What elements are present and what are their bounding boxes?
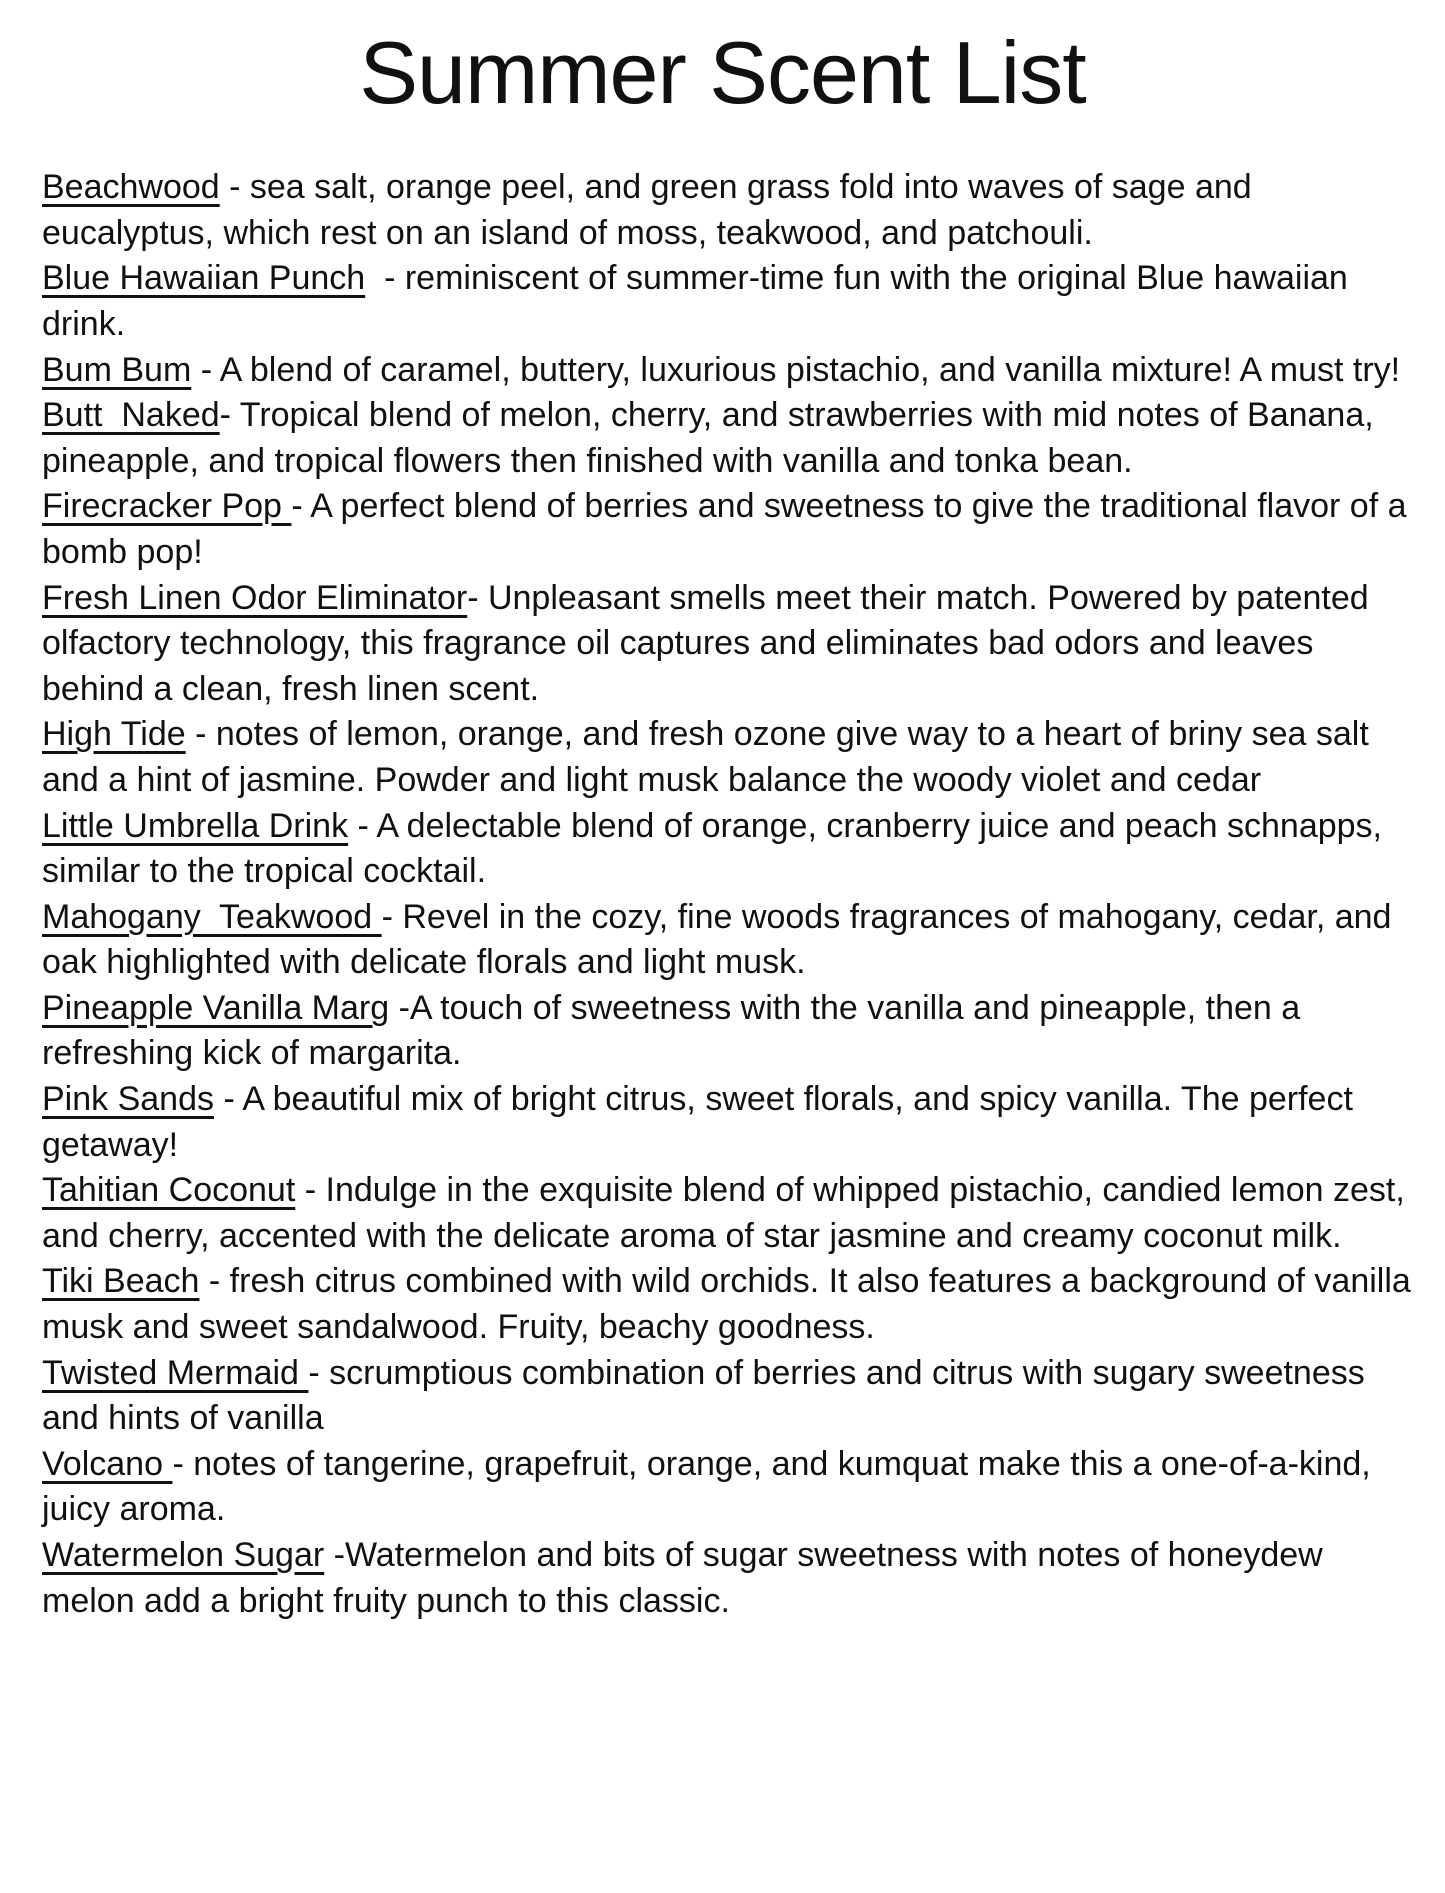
scent-description: - reminiscent of summer-time fun with the original Blue hawaiian drink. [42,259,1358,343]
scent-description: - Tropical blend of melon, cherry, and strawberries with mid notes of Banana, pineapple, and tropical flowers then finished with vanilla and tonka bean. [42,396,1384,480]
scent-name: Pineapple Vanilla Marg [42,988,390,1027]
scent-description: - sea salt, orange peel, and green grass fold into waves of sage and eucalyptus, which rest on an island of moss, teakwood, and patchouli. [42,168,1262,252]
scent-name: Blue Hawaiian Punch [42,259,366,298]
scent-description: -A touch of sweetness with the vanilla and pineapple, then a refreshing kick of margarita. [42,988,1310,1073]
scent-name: Tiki Beach [42,1262,200,1301]
scent-name: High Tide [42,715,186,754]
scent-name: Volcano [42,1444,173,1483]
scent-entry [42,484,1414,575]
scent-entry [42,1533,1414,1624]
scent-name: Beachwood [42,168,220,207]
scent-name: Watermelon Sugar [42,1536,325,1574]
scent-description: -Watermelon and bits of sugar sweetness with notes of honeydew melon add a bright fruity punch to this classic. [42,1536,1333,1620]
document-page [0,22,1445,1893]
scent-description: - fresh citrus combined with wild orchids. It also features a background of vanilla musk and sweet sandalwood. Fruity, beachy goodness. [42,1262,1421,1347]
scent-name: Tahitian Coconut [42,1171,296,1210]
scent-description: - scrumptious combination of berries and citrus with sugary sweetness and hints of vanilla [42,1353,1375,1438]
scent-description: - A beautiful mix of bright citrus, sweet florals, and spicy vanilla. The perfect getaway! [42,1080,1363,1164]
scent-entry [42,986,1414,1077]
scent-list [42,165,1421,1624]
scent-entry [42,1351,1414,1442]
scent-entry [42,1442,1414,1533]
scent-name: Twisted Mermaid [42,1353,309,1392]
scent-description: - notes of lemon, orange, and fresh ozone give way to a heart of briny sea salt and a hint of jasmine. Powder and light musk balance the woody violet and cedar [42,715,1379,799]
scent-name: Pink Sands [42,1080,214,1119]
scent-description: - Unpleasant smells meet their match. Powered by patented olfactory technology, this fragrance oil captures and eliminates bad odors and leaves behind a clean, fresh linen scent. [42,578,1379,708]
scent-entry [42,1077,1414,1168]
scent-entry [42,1168,1414,1259]
scent-name: Firecracker Pop [42,487,292,526]
scent-description: - A blend of caramel, buttery, luxurious pistachio, and vanilla mixture! A must try! [191,350,1401,389]
scent-name: Fresh Linen Odor Eliminator [42,578,468,617]
scent-entry [42,1259,1421,1350]
scent-description: - notes of tangerine, grapefruit, orange, and kumquat make this a one-of-a-kind, juicy aroma. [42,1444,1381,1529]
scent-description: - Indulge in the exquisite blend of whipped pistachio, candied lemon zest, and cherry, accented with the delicate aroma of star jasmine and creamy coconut milk. [42,1171,1415,1255]
scent-entry [42,804,1414,895]
scent-name: Bum Bum [42,350,192,389]
scent-entry [42,895,1414,986]
scent-entry [42,393,1414,484]
scent-entry [42,256,1414,347]
scent-entry [42,348,1414,394]
scent-name: Little Umbrella Drink [42,806,349,845]
scent-name: Mahogany Teakwood [42,897,382,936]
scent-entry [42,576,1414,713]
scent-description: - A delectable blend of orange, cranberry juice and peach schnapps, similar to the tropical cocktail. [42,806,1392,891]
scent-entry [42,712,1414,803]
scent-description: - A perfect blend of berries and sweetness to give the traditional flavor of a bomb pop! [42,487,1416,571]
scent-entry [42,165,1414,256]
page-title: Summer Scent List [359,23,1086,122]
scent-description: - Revel in the cozy, fine woods fragrances of mahogany, cedar, and oak highlighted with delicate florals and light musk. [42,897,1401,982]
scent-name: Butt Naked [42,396,220,435]
